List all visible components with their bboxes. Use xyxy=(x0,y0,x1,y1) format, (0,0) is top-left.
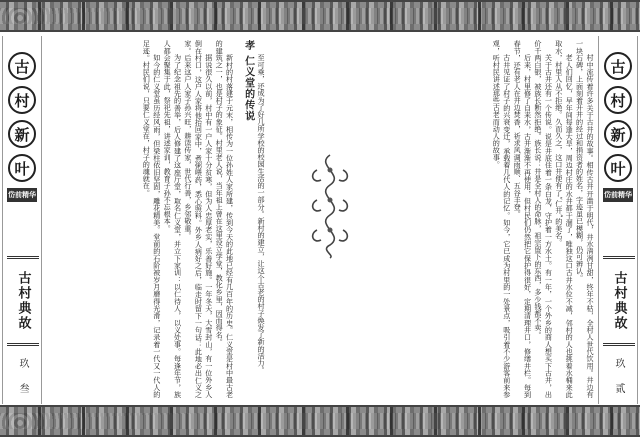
title-char: 叶 xyxy=(8,154,36,182)
bottom-ornamental-frieze xyxy=(0,405,640,437)
paragraph: 据说很久以前，村中有一户人家十分贫寒，但为人忠厚老实，乐善好施。一年冬天，大雪封山，有一位外乡人倒在村口，这户人家将他抬回家中，煮粥喂药，悉心照料。外乡人病好之后，临走时留下一句话：此地必出仁义之家。后来这户人家子孙兴旺，耕读传家，世代行善，乡邻敬重。 xyxy=(183,40,214,398)
book-title xyxy=(3,36,41,182)
paragraph: 老人们回忆，早年间每逢大旱，周边村庄的水井都干涸了，唯独这口古井水位不减，邻村的人也挑着水桶来此取水，村里人从不拒绝。久而久之，这口井便有了“仁井”的美名。 xyxy=(554,40,575,398)
paragraph: 后来，村里修了自来水，古井渐渐不再使用，但村民们仍然把它保护得很好，定期清理井口，修缮井栏。每到春节，还有老人在井边焚香，祈求风调雨顺、五谷丰登。 xyxy=(513,40,533,398)
paragraph: 新村的村落建于元末，相传为一位孙姓人家所建，传到今天的此地已经有几百年的历史。仁义堂是村中最古老的建筑之一，也是村子的象征。村里老人说，当年祖上曾在这里设立学堂，教化乡里，因而得名。 xyxy=(215,40,235,398)
title-char: 新 xyxy=(8,120,36,148)
left-title-column xyxy=(2,36,42,404)
title-char: 古 xyxy=(604,52,632,80)
paragraph: 至可乘，还成为了好几所学校的校园生活的一部分。新村的建立，让这个古老的村子焕发了新的活力。 xyxy=(257,54,266,374)
section-title: 古村典故 xyxy=(603,256,635,346)
series-tag: 岱前精华 xyxy=(7,188,37,202)
title-char: 叶 xyxy=(604,154,632,182)
book-title xyxy=(599,36,637,182)
title-char: 新 xyxy=(604,120,632,148)
paragraph: 村中流传着许多关于古井的故事。相传古井开凿于明代，井水清冽甘甜，终年不枯，全村人世代饮用。井边有一块石碑，上面刻着开井的经过和捐资者的姓名，字迹虽已模糊，仍可辨认。 xyxy=(575,40,595,398)
title-char: 村 xyxy=(8,86,36,114)
section-title: 古村典故 xyxy=(7,256,39,346)
story-title: 孝 仁义堂的传说 xyxy=(242,40,254,122)
top-ornamental-frieze xyxy=(0,0,640,32)
left-page-text xyxy=(48,40,266,398)
paragraph: 如今的仁义堂虽历经风雨，但梁柱依旧坚固，雕花精美。堂前的石阶被岁月磨得光滑，记录着一代又一代人的足迹。村民们说，只要仁义堂在，村子的魂就在。 xyxy=(142,40,162,398)
dragon-ornament-icon xyxy=(305,150,355,260)
paragraph: 古井见证了村子的兴衰变迁，承载着几代人的记忆。如今，它已成为村里的一处景点，吸引着不少游客前来参观，听村民讲述那些古老而动人的故事。 xyxy=(492,40,512,398)
page-number: 玖 贰 xyxy=(613,358,624,400)
title-char: 村 xyxy=(604,86,632,114)
page-number: 玖 叁 xyxy=(17,358,28,400)
series-tag: 岱前精华 xyxy=(603,188,633,202)
paragraph: 为了纪念祖先的善举，后人修建了这座厅堂，取名仁义堂，并立下家训：以仁待人，以义处事。每逢年节，族人都会聚集于此，祭祀先祖，讲述家训，教育子孙不忘根本。 xyxy=(163,40,183,398)
right-title-column xyxy=(598,36,638,404)
title-char: 古 xyxy=(8,52,36,80)
paragraph: 关于古井还有一个传说。说是井底住着一条白龙，守护着一方水土。有一年，一个外乡的商人想买下古井，出价千两白银，被族长断然拒绝。族长说：井是全村人的命脉，祖宗留下的东西，多少钱都不卖。 xyxy=(533,40,554,398)
right-page-text xyxy=(365,40,595,398)
